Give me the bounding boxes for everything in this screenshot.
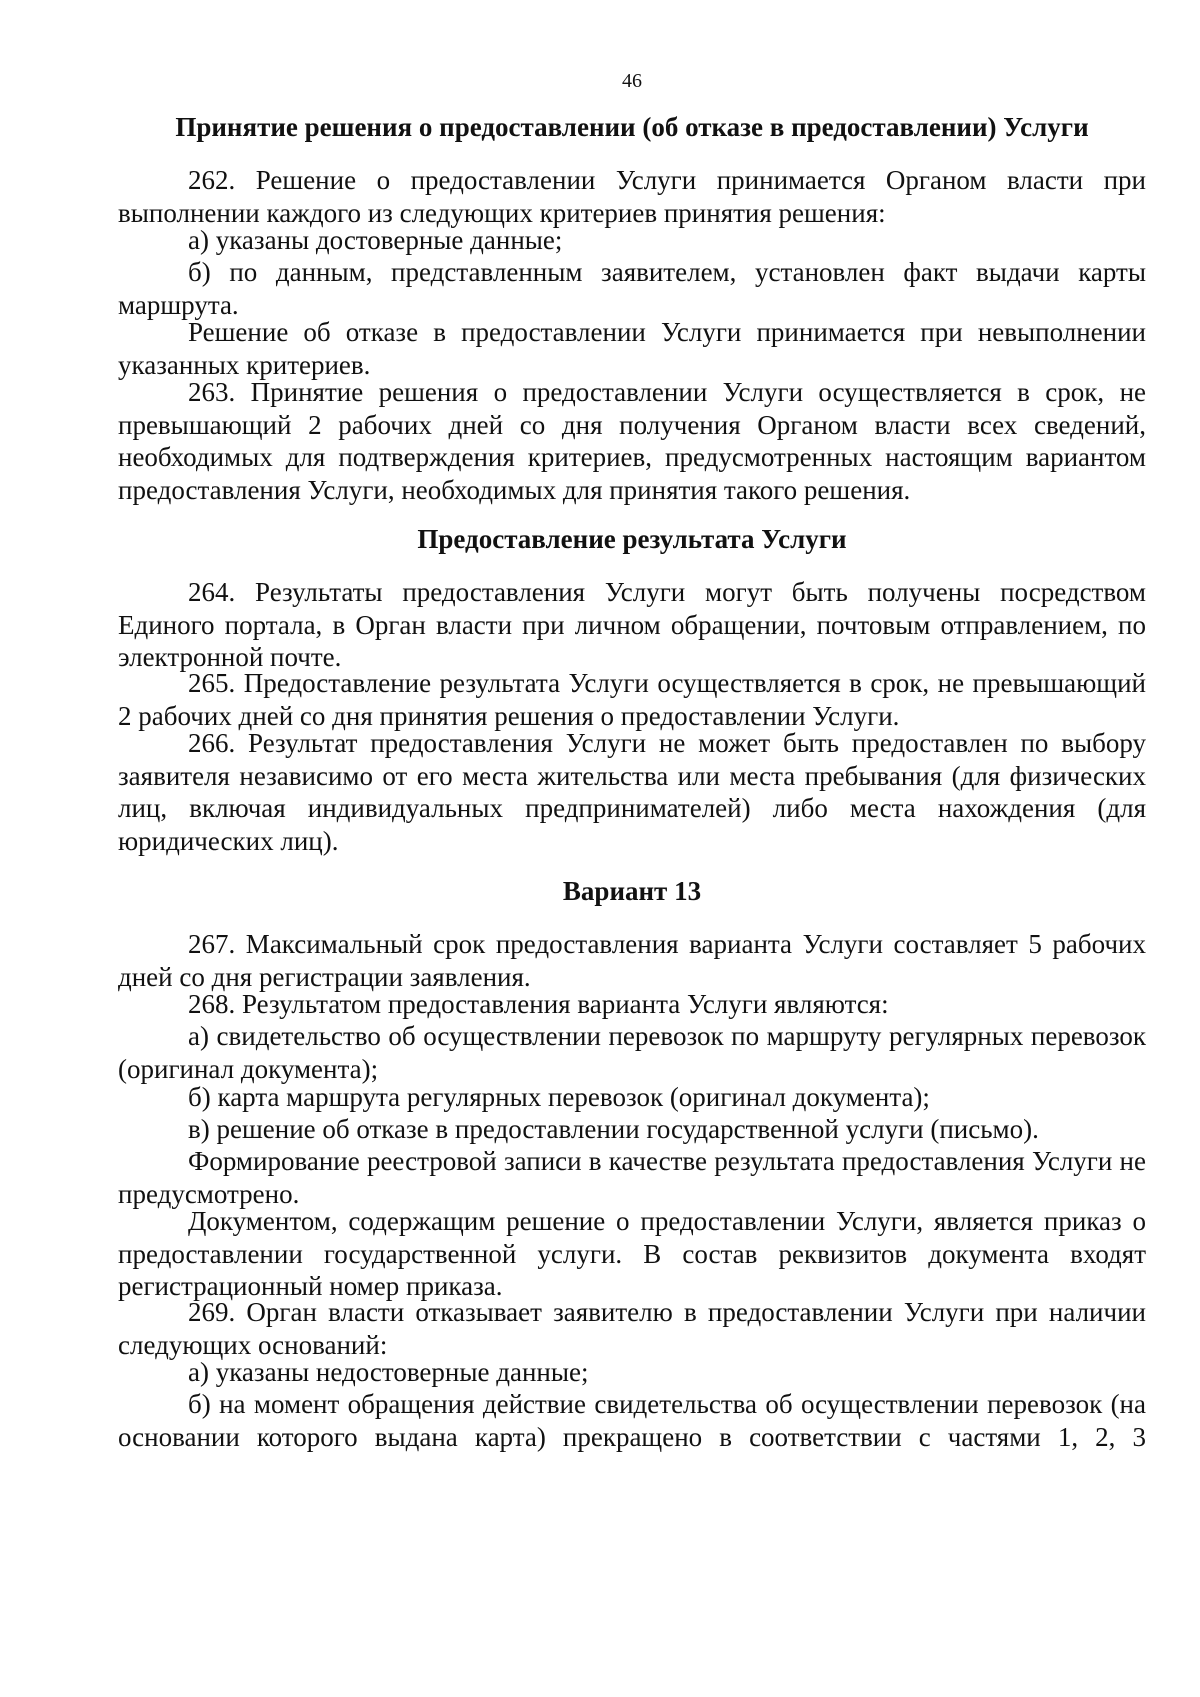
paragraph-262: 262. Решение о предоставлении Услуги принимается Органом власти при выполнении каждого из следующих критериев принятия решения:	[118, 165, 1146, 228]
paragraph-265: 265. Предоставление результата Услуги осуществляется в срок, не превышающий 2 рабочих дней со дня принятия решения о предоставлении Услуги.	[118, 668, 1146, 731]
section-heading-decision: Принятие решения о предоставлении (об отказе в предоставлении) Услуги	[175, 112, 1089, 142]
paragraph-269: 269. Орган власти отказывает заявителю в предоставлении Услуги при наличии следующих оснований:	[118, 1297, 1146, 1360]
paragraph-document: Документом, содержащим решение о предоставлении Услуги, является приказ о предоставлении государственной услуги. В состав реквизитов документа входят регистрационный номер приказа.	[118, 1206, 1146, 1301]
paragraph-263: 263. Принятие решения о предоставлении Услуги осуществляется в срок, не превышающий 2 рабочих дней со дня получения Органом власти всех сведений, необходимых для подтверждения критериев, предусмотренных настоящим вариантом предоставления Услуги, необходимых для принятия такого решения.	[118, 377, 1146, 505]
section-heading-result: Предоставление результата Услуги	[417, 524, 847, 554]
paragraph-268: 268. Результатом предоставления варианта Услуги являются:	[188, 989, 889, 1019]
list-item-a: а) указаны недостоверные данные;	[188, 1357, 589, 1387]
list-item-a: а) указаны достоверные данные;	[188, 225, 563, 255]
list-item-b: б) карта маршрута регулярных перевозок (оригинал документа);	[188, 1082, 930, 1112]
list-item-b: б) на момент обращения действие свидетельства об осуществлении перевозок (на основании которого выдана карта) прекращено в соответствии с частями 1, 2, 3	[118, 1389, 1146, 1452]
paragraph-267: 267. Максимальный срок предоставления варианта Услуги составляет 5 рабочих дней со дня регистрации заявления.	[118, 929, 1146, 992]
section-heading-variant: Вариант 13	[562, 876, 702, 906]
page-number: 46	[622, 70, 642, 92]
list-item-c: в) решение об отказе в предоставлении государственной услуги (письмо).	[188, 1114, 1039, 1144]
paragraph-264: 264. Результаты предоставления Услуги могут быть получены посредством Единого портала, в Орган власти при личном обращении, почтовым отправлением, по электронной почте.	[118, 577, 1146, 672]
paragraph-refusal: Решение об отказе в предоставлении Услуги принимается при невыполнении указанных критериев.	[118, 317, 1146, 380]
paragraph-registry: Формирование реестровой записи в качестве результата предоставления Услуги не предусмотрено.	[118, 1146, 1146, 1209]
list-item-b: б) по данным, представленным заявителем, установлен факт выдачи карты маршрута.	[118, 257, 1146, 320]
list-item-a: а) свидетельство об осуществлении перевозок по маршруту регулярных перевозок (оригинал документа);	[118, 1021, 1146, 1084]
paragraph-266: 266. Результат предоставления Услуги не может быть предоставлен по выбору заявителя независимо от его места жительства или места пребывания (для физических лиц, включая индивидуальных предпринимателей) либо места нахождения (для юридических лиц).	[118, 728, 1146, 856]
